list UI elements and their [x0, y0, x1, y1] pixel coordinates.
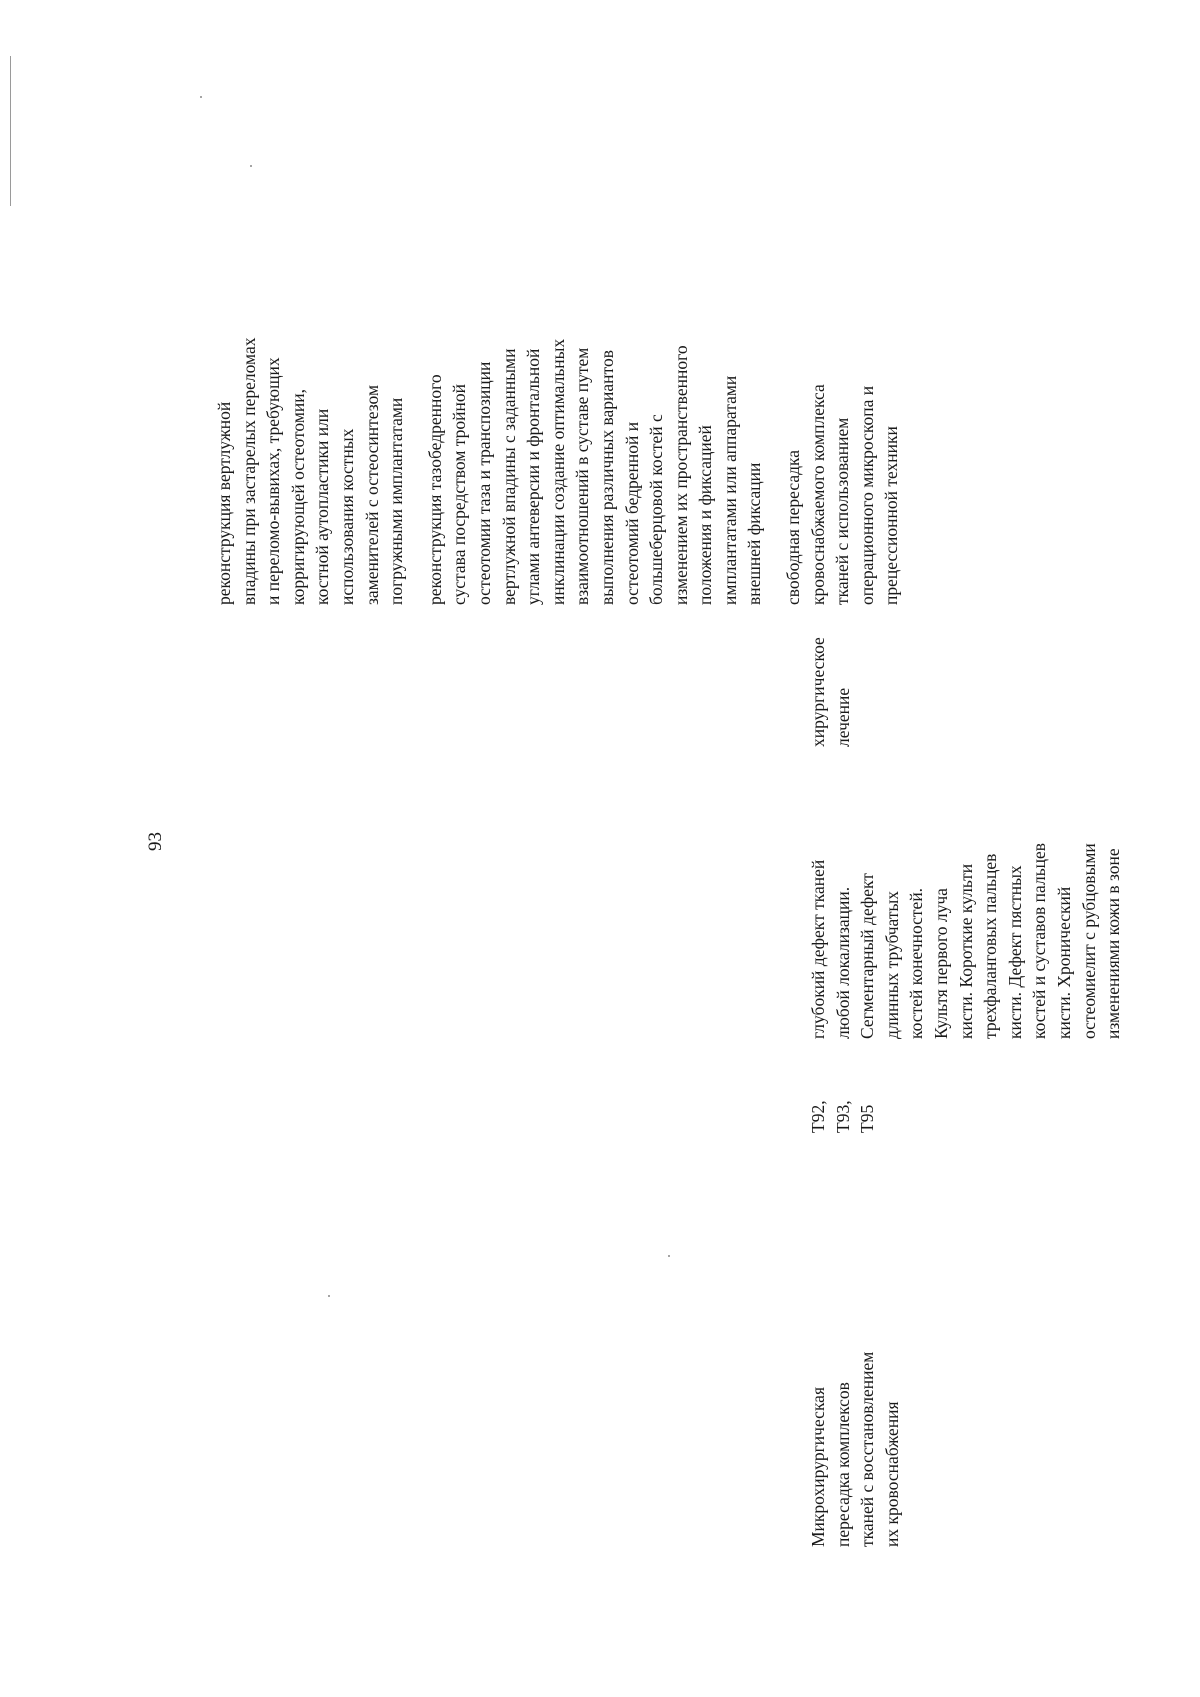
text-line: изменениями кожи в зоне	[1103, 848, 1124, 1039]
text-line: Микрохирургическая	[808, 1387, 828, 1547]
diagnosis-cell	[806, 843, 1126, 1039]
text-line: инклинации создание оптимальных	[547, 338, 568, 605]
text-line: использования костных	[336, 428, 357, 605]
method-paragraph	[781, 338, 904, 606]
text-line: имплантатами или аппаратами	[719, 375, 740, 605]
text-line: любой локализации.	[832, 886, 853, 1039]
page-number: 93	[145, 832, 166, 851]
method-paragraph	[212, 338, 409, 606]
text-line: углами антеверсии и фронтальной	[523, 348, 544, 605]
text-line: их кровоснабжения	[881, 1401, 902, 1547]
text-line: корригирующей остеотомии,	[287, 389, 308, 605]
methods-cell	[212, 338, 904, 606]
text-line: тканей с восстановлением	[857, 1351, 878, 1547]
procedure-name-cell	[806, 1352, 904, 1547]
text-line: впадины при застарелых переломах	[238, 337, 259, 605]
text-line: T92,	[808, 1100, 828, 1133]
text-line: трехфаланговых пальцев	[980, 853, 1001, 1039]
text-line: лечение	[832, 687, 853, 747]
text-line: положения и фиксацией	[695, 425, 716, 605]
text-line: остеотомии таза и транспозиции	[473, 361, 494, 605]
text-line: реконструкция тазобедренного	[424, 374, 445, 605]
text-line: погружными имплантатами	[386, 397, 407, 605]
text-line: Сегментарный дефект	[857, 873, 878, 1039]
text-line: внешней фиксации	[744, 462, 765, 605]
text-line: остеомиелит с рубцовыми	[1078, 843, 1099, 1039]
text-line: и переломо-вывихах, требующих	[263, 357, 284, 605]
text-line: кисти. Короткие культи	[955, 863, 976, 1039]
text-line: сустава посредством тройной	[449, 384, 470, 605]
text-line: кисти. Дефект пястных	[1004, 865, 1025, 1039]
text-line: операционного микроскопа и	[856, 385, 877, 605]
icd-code-cell	[806, 1100, 880, 1133]
text-line: Культя первого луча	[930, 888, 951, 1039]
text-line: кисти. Хронический	[1053, 886, 1074, 1039]
text-line: кровоснабжаемого комплекса	[807, 384, 828, 605]
method-paragraph	[423, 338, 767, 606]
text-line: изменением их пространственного	[670, 345, 691, 605]
text-line: T93,	[832, 1100, 853, 1133]
text-line: остеотомий бедренной и	[621, 421, 642, 605]
text-line: костей и суставов пальцев	[1029, 842, 1050, 1039]
text-line: большеберцовой костей с	[646, 414, 667, 605]
text-line: свободная пересадка	[783, 449, 804, 605]
text-line: костей конечностей.	[906, 887, 927, 1039]
text-line: пересадка комплексов	[832, 1382, 853, 1547]
text-line: вертлужной впадины с заданными	[498, 348, 519, 605]
text-line: T95	[857, 1104, 878, 1133]
text-line: реконструкция вертлужной	[214, 401, 234, 605]
text-line: взаимоотношений в суставе путем	[572, 347, 593, 605]
text-line: глубокий дефект тканей	[808, 859, 828, 1039]
text-line: хирургическое	[808, 637, 828, 747]
text-line: длинных трубчатых	[881, 890, 902, 1039]
text-line: выполнения различных вариантов	[596, 350, 617, 605]
text-line: тканей с использованием	[832, 417, 853, 605]
treatment-type-cell	[806, 637, 855, 747]
text-line: заменителей с остеосинтезом	[361, 384, 382, 605]
text-line: костной аутопластики или	[312, 408, 333, 605]
text-line: прецессионной техники	[881, 426, 902, 605]
